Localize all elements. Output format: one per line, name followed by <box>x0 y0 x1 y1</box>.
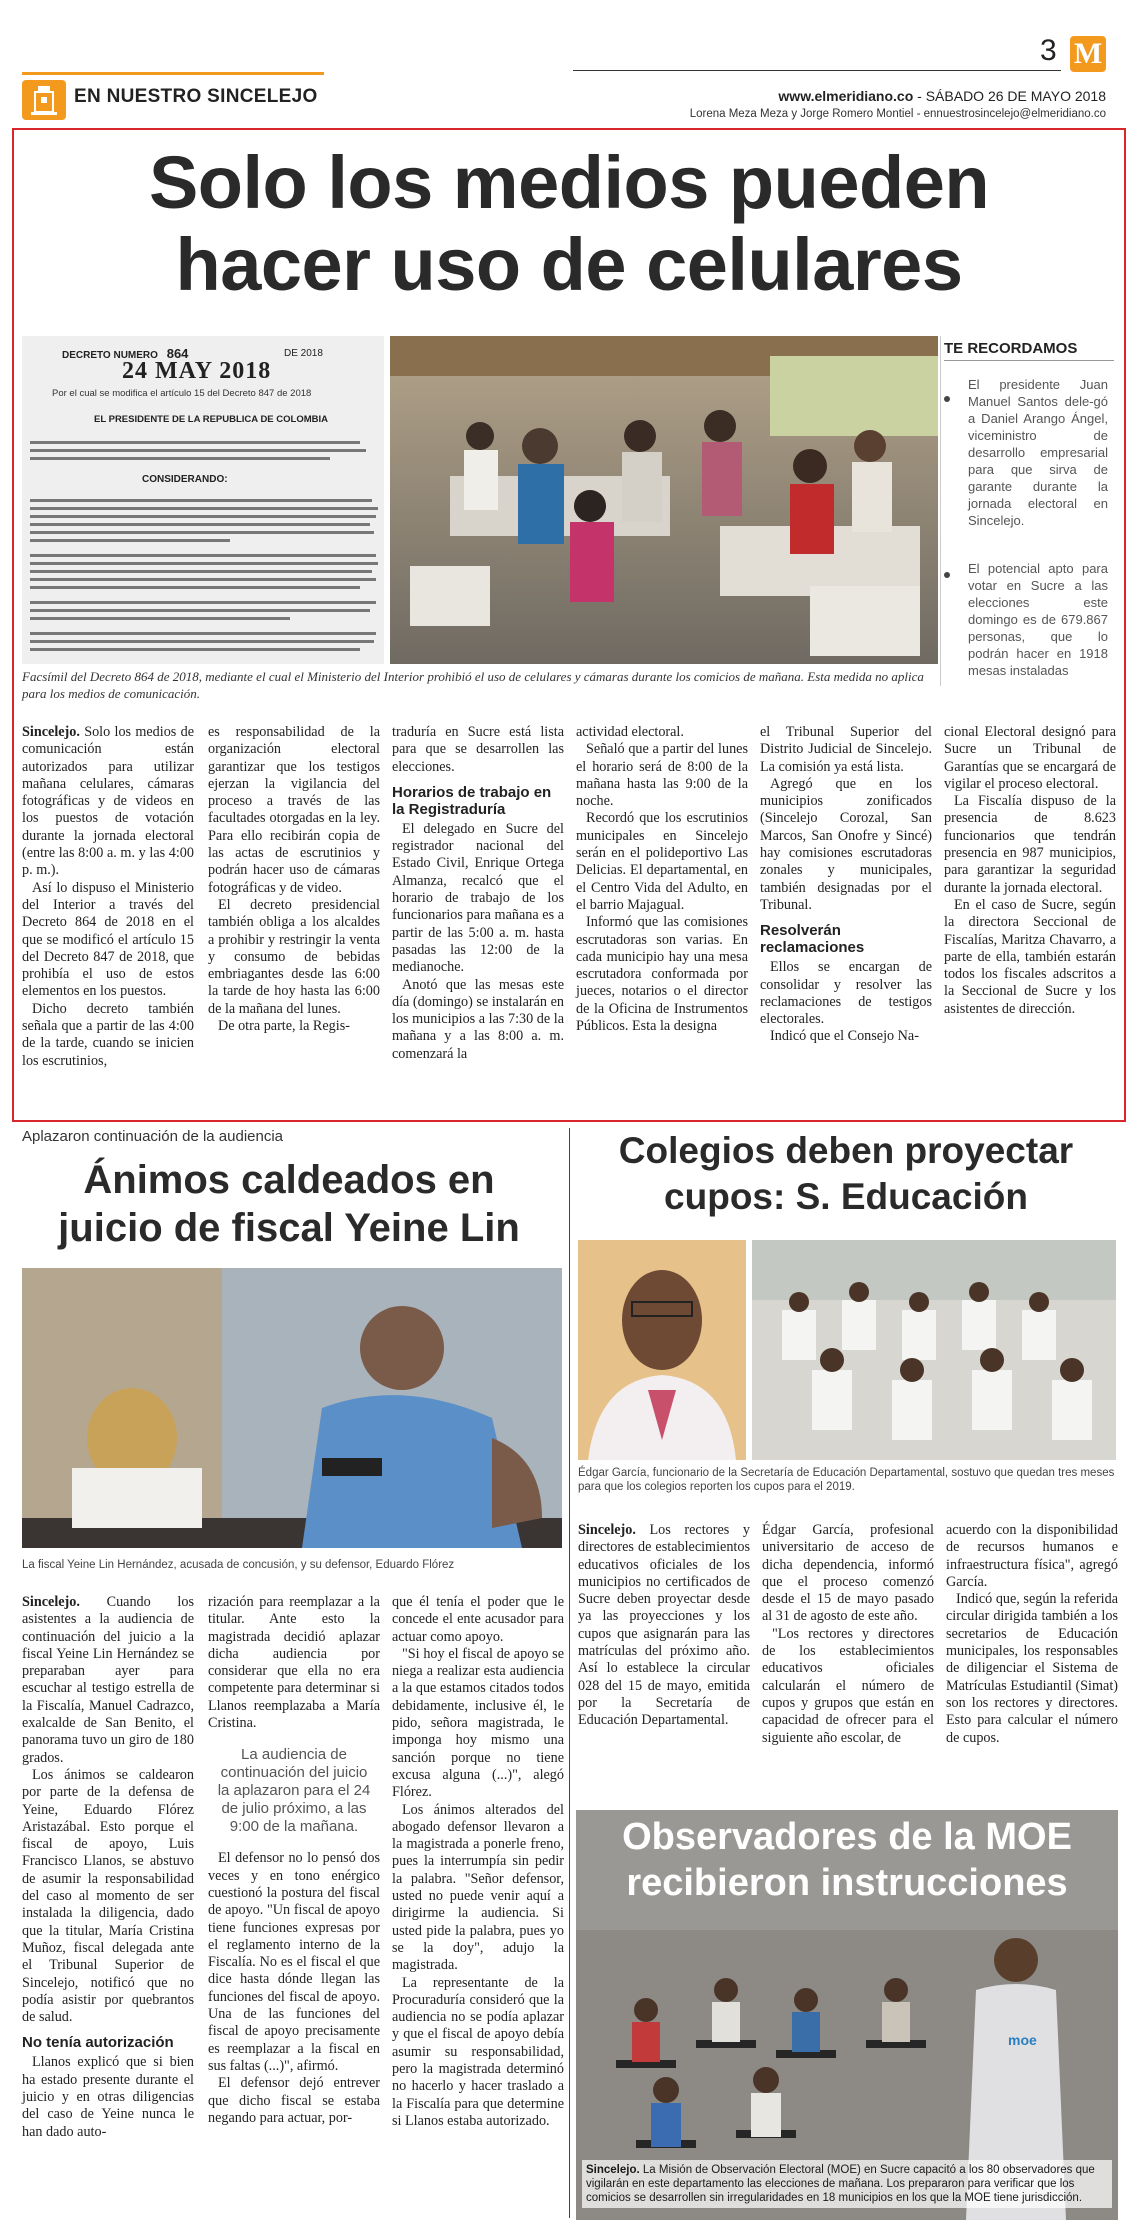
section-title: EN NUESTRO SINCELEJO <box>74 86 318 107</box>
main-photo-caption: Facsímil del Decreto 864 de 2018, mediante el cual el Ministerio del Interior prohibió el uso de celulares y cámaras durante los comicios de mañana. Esta medida no aplica para los medios de comunicación. <box>22 669 924 701</box>
left-headline-line1: Ánimos caldeados en <box>83 1158 495 1202</box>
voting-photo <box>390 336 938 664</box>
right-col3-p2: Indicó que, según la referida circular dirigida también a los secretarios de Educación municipales, los responsables de diligenciar el Sistema de Matrículas Estudiantil (Simat) son los rectores y directores. Esto para calcular el número de cupos. <box>946 1591 1118 1746</box>
moe-caption-text: La Misión de Observación Electoral (MOE) en Sucre capacitó a los 80 observadores que vigilarán en este departamento las elecciones de mañana. Los prepararon para verificar que los comicios se desarrollen sin irregularidades en 18 municipios en los que la MOE tiene jurisdicción. <box>586 2164 1095 2204</box>
right-col2-p2: "Los rectores y directores de los establecimientos educativos oficiales calcularán el número de cupos y grupos que están en capacidad de ofrecer para el siguiente año escolar, de <box>762 1625 934 1746</box>
sidebar-rule <box>940 336 941 686</box>
left-pullquote: La audiencia de continuación del juicio la aplazaron para el 24 de julio próximo, a las 9:00 de la mañana. <box>217 1746 371 1836</box>
right-headline-line1: Colegios deben proyectar <box>618 1130 1074 1171</box>
decree-number-label: DECRETO NUMERO <box>62 350 158 361</box>
main-col-1 <box>22 724 194 1070</box>
main-col3-p3: Anotó que las mesas este día (domingo) se instalarán en los municipios a las 7:30 de la mañana y a las 8:00 a. m. comenzará la <box>392 976 564 1062</box>
sidebar-bullet-1 <box>944 396 950 402</box>
right-col3-p1: acuerdo con la disponibilidad de recursos humanos e infraestructura física", agregó García. <box>946 1522 1118 1590</box>
main-col-3 <box>392 724 564 1063</box>
decree-year: DE 2018 <box>284 348 323 359</box>
moe-vest-logo: moe <box>1008 2032 1037 2048</box>
meridiano-logo <box>1070 36 1106 72</box>
issue-date: - SÁBADO 26 DE MAYO 2018 <box>913 88 1106 104</box>
left-col-1 <box>22 1594 194 2141</box>
moe-box <box>576 1810 1118 2220</box>
right-col-3 <box>946 1522 1118 1747</box>
main-col1-p2: Así lo dispuso el Ministerio del Interior a través del Decreto 864 de 2018 en el que se modificó el artículo 15 del Decreto 847 de 2018, que prohibía el uso de estos elementos en los puestos. <box>22 879 194 1000</box>
left-col3-p3: Los ánimos alterados del abogado defensor llevaron a la magistrada a ponerle freno, pues la interrumpía sin pedir la palabra. "Señor defensor, usted no puede venir aquí a dirigirme la audiencia. Si usted pide la palabra, pues yo se la doy", adujo la magistrada. <box>392 1801 564 1974</box>
left-col3-p2: "Si hoy el fiscal de apoyo se niega a realizar esta audiencia a la que estamos citados todos debidamente, inclusive él, le pido, señora magistrada, le imponga hoy mismo una sanción porque no tiene excusa alguna (...)", alegó Flórez. <box>392 1645 564 1801</box>
main-col-6 <box>944 724 1116 1018</box>
main-col4-p4: Informó que las comisiones escrutadoras son varias. En cada municipio hay una mesa escrutadora conformada por jueces, notarios o el director de la Oficina de Instrumentos Públicos. Esta la designa <box>576 914 748 1035</box>
moe-caption-dateline: Sincelejo. <box>586 2164 640 2176</box>
education-caption: Édgar García, funcionario de la Secretaría de Educación Departamental, sostuvo que quedan tres meses para que los colegios reporten los cupos para el 2019. <box>578 1467 1115 1493</box>
section-rule <box>22 72 324 75</box>
main-col5-p4: Indicó que el Consejo Na- <box>770 1028 919 1045</box>
right-col-2 <box>762 1522 934 1747</box>
authors-line: Lorena Meza Meza y Jorge Romero Montiel - ennuestrosincelejo@elmeridiano.co <box>689 108 1106 120</box>
main-col3-p2: El delegado en Sucre del registrador nacional del Estado Civil, Enrique Ortega Almanza, recalcó que el horario de trabajo de los funcionarios para mañana es a partir de las 5:00 a. m. hasta pasadas las 12:00 de la medianoche. <box>392 820 564 976</box>
sidebar-bullet-2 <box>944 572 950 578</box>
left-headline <box>14 1156 564 1252</box>
decree-president: EL PRESIDENTE DE LA REPUBLICA DE COLOMBIA <box>94 414 328 425</box>
right-headline-line2: cupos: S. Educación <box>664 1176 1028 1217</box>
decree-considerando: CONSIDERANDO: <box>142 474 228 485</box>
main-col6-p3: En el caso de Sucre, según la directora Seccional de Fiscalías, Maritza Chavarro, a parte de ella, también estarán todos los fiscales adscritos a la Seccional de Sucre y los asistentes de dirección. <box>944 896 1116 1017</box>
main-col1-p1: Solo los medios de comunicación están autorizados para utilizar mañana celulares, cámaras fotográficas y de videos en los puestos de votación durante la jornada electoral (entre las 8:00 a. m. y las 4:00 p. m.). <box>22 724 194 879</box>
left-col-2 <box>208 1594 380 2127</box>
main-col-2 <box>208 724 380 1035</box>
left-subhead-autorizacion: No tenía autorización <box>22 2034 174 2052</box>
right-col-1 <box>578 1522 750 1730</box>
main-col4-p1: actividad electoral. <box>576 724 684 740</box>
moe-headline-line1: Observadores de la MOE <box>622 1816 1072 1858</box>
main-col2-p3: De otra parte, la Regis- <box>218 1018 350 1035</box>
sidebar-item-2: El potencial apto para votar en Sucre a las elecciones este domingo es de 679.867 personas, que lo podrán hacer en 1918 mesas instaladas <box>968 561 1108 678</box>
moe-headline-line2: recibieron instrucciones <box>626 1862 1068 1904</box>
trial-caption: La fiscal Yeine Lin Hernández, acusada de concusión, y su defensor, Eduardo Flórez <box>22 1559 455 1571</box>
decree-subtitle: Por el cual se modifica el artículo 15 del Decreto 847 de 2018 <box>52 388 312 399</box>
main-subhead-horarios: Horarios de trabajo en la Registraduría <box>392 783 552 818</box>
decree-text-lines-1 <box>30 436 370 465</box>
left-headline-line2: juicio de fiscal Yeine Lin <box>58 1206 520 1250</box>
left-col3-p4: La representante de la Procuraduría consideró que la audiencia no se podía aplazar y que el fiscal de apoyo debía asumir su responsabilidad, pero la magistrada determinó no hacerlo y hacer traslado a la Fiscalía para que determine si Llanos estaba autorizado. <box>392 1974 564 2129</box>
main-dateline: Sincelejo. <box>22 724 80 740</box>
left-kicker: Aplazaron continuación de la audiencia <box>22 1128 284 1145</box>
left-dateline: Sincelejo. <box>22 1594 80 1610</box>
left-col1-p2: Los ánimos se caldearon por parte de la defensa de Yeine, Eduardo Flórez Aristazábal. Esto porque el fiscal de apoyo, Luis Francisco Llanos, se abstuvo de asumir la responsabilidad del caso al momento de ser instalada la diligencia, dado que la titular, María Cristina Muñoz, fiscal delegada ante el Tribunal Superior de Sincelejo, notificó que no podía asistir por quebrantos de salud. <box>22 1766 194 2026</box>
left-col-3 <box>392 1594 564 2130</box>
main-col4-p2: Señaló que a partir del lunes el horario será de 8:00 de la mañana hasta las 9:00 de la noche. <box>576 741 748 810</box>
sidebar-item-1: El presidente Juan Manuel Santos dele-gó a Daniel Arango Ángel, viceministro de desarrollo empresarial para que sirva de garante durante la jornada electoral en Sincelejo. <box>968 377 1108 528</box>
right-dateline: Sincelejo. <box>578 1522 636 1538</box>
main-headline <box>14 142 1124 306</box>
main-col5-p2: Agregó que en los municipios zonificados (Sincelejo Corozal, San Marcos, San Onofre y Sincé) hay comisiones escrutadoras zonales y municipales, también designadas por el Tribunal. <box>760 775 932 913</box>
left-col1-p1: Cuando los asistentes a la audiencia de continuación del juicio a la fiscal Yeine Lin Hernández se preparaban ayer para escuchar al testigo estrella de la Fiscalía, Manuel Cadrazco, exalcalde de San Benito, el panorama tuvo un giro de 180 grados. <box>22 1594 194 1766</box>
moe-caption <box>582 2160 1112 2208</box>
lower-column-divider <box>569 1128 570 2218</box>
left-col3-p1: que él tenía el poder que le concede el ente acusador para actuar como apoyo. <box>392 1594 564 1645</box>
main-col6-p2: La Fiscalía dispuso de la presencia de 8.623 funcionarios que tendrán presencia en 987 municipios, para garantizar la seguridad durante la jornada electoral. <box>944 793 1116 896</box>
main-col1-p3: Dicho decreto también señala que a partir de las 4:00 de la tarde, cuando se inicien los escrutinios, <box>22 1000 194 1069</box>
decree-stamp: 24 MAY 2018 <box>122 358 272 384</box>
right-col2-p1: Édgar García, profesional universitario de acceso de dicha dependencia, informó que el proceso comenzó desde el 15 de mayo pasado al 31 de agosto de este año. <box>762 1522 934 1625</box>
main-col4-p3: Recordó que los escrutinios municipales en Sincelejo serán en el polideportivo Las Delicias. El departamental, en el Centro Vida del Adulto, en el barrio Majagual. <box>576 810 748 913</box>
right-headline <box>572 1128 1120 1220</box>
main-col5-p1: el Tribunal Superior del Distrito Judicial de Sincelejo. La comisión ya está lista. <box>760 724 932 775</box>
section-icon <box>22 80 66 120</box>
main-headline-line1: Solo los medios pueden <box>148 141 990 224</box>
sidebar-title-rule <box>944 360 1114 361</box>
decree-facsimile <box>22 336 384 664</box>
portrait-photo <box>578 1240 746 1460</box>
page-number: 3 <box>1040 34 1057 67</box>
main-col3-p1: traduría en Sucre está lista para que se desarrollen las elecciones. <box>392 724 564 775</box>
header-rule <box>573 70 1061 71</box>
moe-headline <box>576 1814 1118 1906</box>
main-subhead-reclamaciones: Resolverán reclamaciones <box>760 922 865 957</box>
main-col-4 <box>576 724 748 1035</box>
logo-letter: M <box>1073 37 1103 70</box>
classroom-photo <box>752 1240 1116 1460</box>
left-col2-p2: El defensor no lo pensó dos veces y en tono enérgico cuestionó la postura del fiscal de apoyo. "Un fiscal de apoyo tiene funciones expresas por el reglamento interno de la Fiscalía. No es el fiscal el que dice hasta dónde llegan las funciones del fiscal de apoyo. Una de las funciones del fiscal de apoyo precisamente es reemplazar a la fiscal en sus faltas (...)", afirmó. <box>208 1850 380 2074</box>
dateline <box>660 88 1106 104</box>
left-col2-p1: rización para reemplazar a la titular. Ante esto la magistrada decidió aplazar dicha audiencia por considerar que ella no era competente para determinar si Llanos reemplazaba a María Cristina. <box>208 1594 380 1732</box>
trial-photo <box>22 1268 562 1548</box>
main-col2-p1: es responsabilidad de la organización electoral garantizar que los testigos ejerzan la vigilancia del proceso a través de las facultades otorgadas en la ley. Para ello recibirán copia de las actas de escrutinios y podrán hacer uso de cámaras fotográficas y de video. <box>208 724 380 896</box>
main-col2-p2: El decreto presidencial también obliga a los alcaldes a prohibir y restringir la venta y consumo de bebidas embriagantes desde las 6:00 la tarde de hoy hasta las 6:00 de la mañana del lunes. <box>208 896 380 1017</box>
main-col5-p3: Ellos se encargan de consolidar y resolver las reclamaciones de testigos electorales. <box>760 959 932 1028</box>
left-col2-p3: El defensor dejó entrever que dicho fiscal se estaba negando para actuar, por- <box>208 2075 380 2126</box>
sidebar-title: TE RECORDAMOS <box>944 340 1078 357</box>
decree-number: 864 <box>166 346 189 361</box>
main-col-5 <box>760 724 932 1046</box>
right-col1-p1: Los rectores y directores de establecimientos educativos oficiales de los municipios no certificados de Sucre deben proyectar desde ya las proyecciones y los cupos que asignarán para las matrículas del próximo año. Así lo establece la circular 028 del 15 de mayo, emitida por la Secretaría de Educación Departamental. <box>578 1522 750 1729</box>
decree-text-lines-2 <box>30 494 380 656</box>
left-col1-p3: Llanos explicó que si bien ha estado presente durante el juicio y en otras diligencias del caso de Yeine nunca le han dado auto- <box>22 2054 194 2140</box>
main-headline-line2: hacer uso de celulares <box>175 223 963 306</box>
website-link[interactable]: www.elmeridiano.co <box>778 88 914 104</box>
main-col6-p1: cional Electoral designó para Sucre un Tribunal de Garantías que se encargará de vigilar el proceso electoral. <box>944 724 1116 792</box>
